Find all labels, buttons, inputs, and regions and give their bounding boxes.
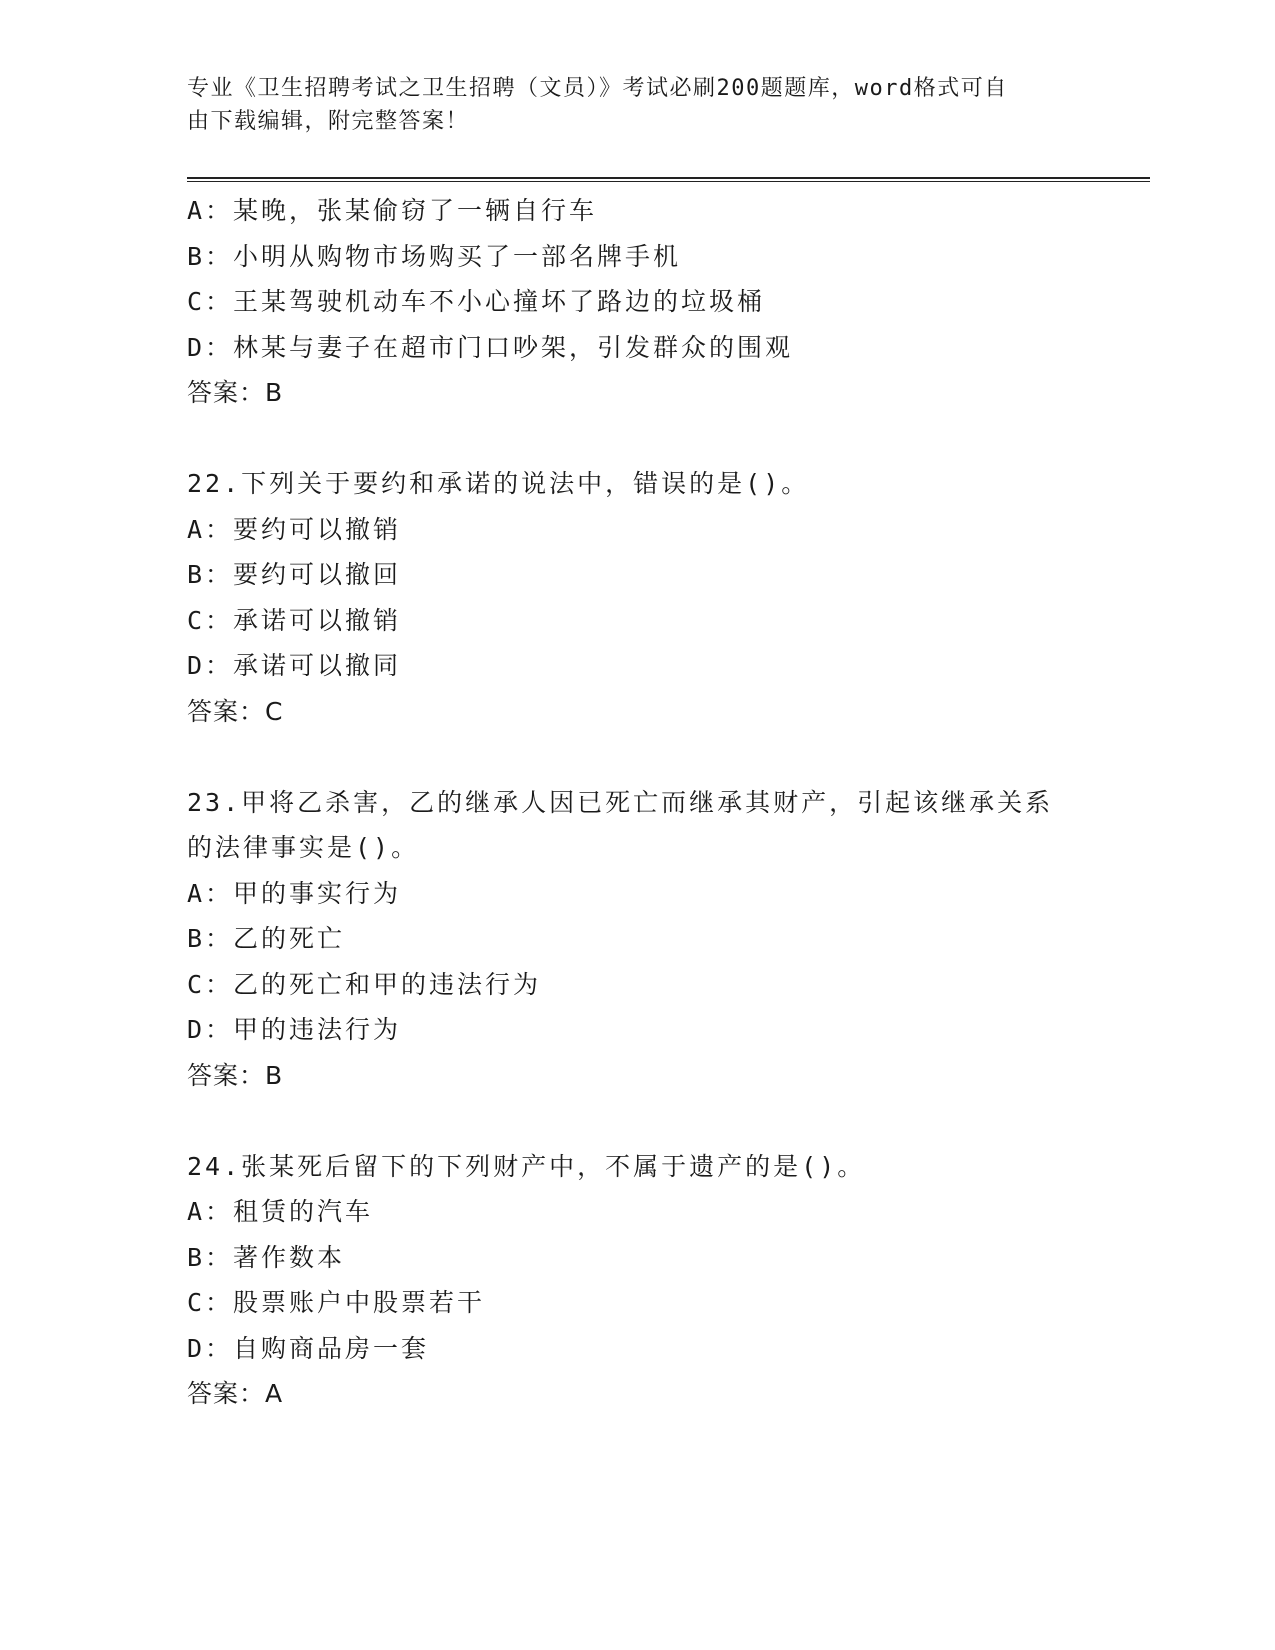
option-d: D：林某与妻子在超市门口吵架，引发群众的围观 [187,332,794,362]
option-a: A：某晚，张某偷窃了一辆自行车 [187,196,598,225]
header-line-1: 专业《卫生招聘考试之卫生招聘（文员）》考试必刷200题题库，word格式可自 [187,76,1008,101]
question-block-23 [187,780,1087,1099]
option-d: D：承诺可以撤同 [187,651,402,680]
header-divider [187,177,1150,182]
answer-text: 答案：A [187,1379,284,1408]
spacer [187,416,1087,462]
option-b: B：乙的死亡 [187,924,346,953]
question-list [187,188,1087,1417]
question-block-22 [187,461,1087,734]
option-a: A：甲的事实行为 [187,878,402,908]
question-block-24 [187,1144,1087,1417]
option-b: B：著作数本 [187,1242,346,1272]
question-title: 22.下列关于要约和承诺的说法中，错误的是()。 [187,469,810,498]
answer-text: 答案：B [187,378,284,407]
option-d: D：自购商品房一套 [187,1333,430,1363]
option-b: B：要约可以撤回 [187,560,402,589]
question-block-prev [187,188,1087,416]
answer-text: 答案：C [187,696,284,726]
option-b: B：小明从购物市场购买了一部名牌手机 [187,241,682,271]
header-line-2: 由下载编辑，附完整答案！ [187,109,470,134]
question-title: 23.甲将乙杀害，乙的继承人因已死亡而继承其财产，引起该继承关系 [187,787,1054,817]
document-header [187,72,1067,138]
option-c: C：王某驾驶机动车不小心撞坏了路边的垃圾桶 [187,287,766,316]
option-c: C：股票账户中股票若干 [187,1288,486,1317]
question-title-cont: 的法律事实是()。 [187,833,420,862]
spacer [187,1098,1087,1144]
option-d: D：甲的违法行为 [187,1015,402,1044]
answer-text: 答案：B [187,1060,284,1090]
option-c: C：乙的死亡和甲的违法行为 [187,969,542,999]
spacer [187,734,1087,780]
option-c: C：承诺可以撤销 [187,605,402,635]
question-title: 24.张某死后留下的下列财产中，不属于遗产的是()。 [187,1151,866,1181]
option-a: A：租赁的汽车 [187,1197,374,1226]
option-a: A：要约可以撤销 [187,514,402,544]
